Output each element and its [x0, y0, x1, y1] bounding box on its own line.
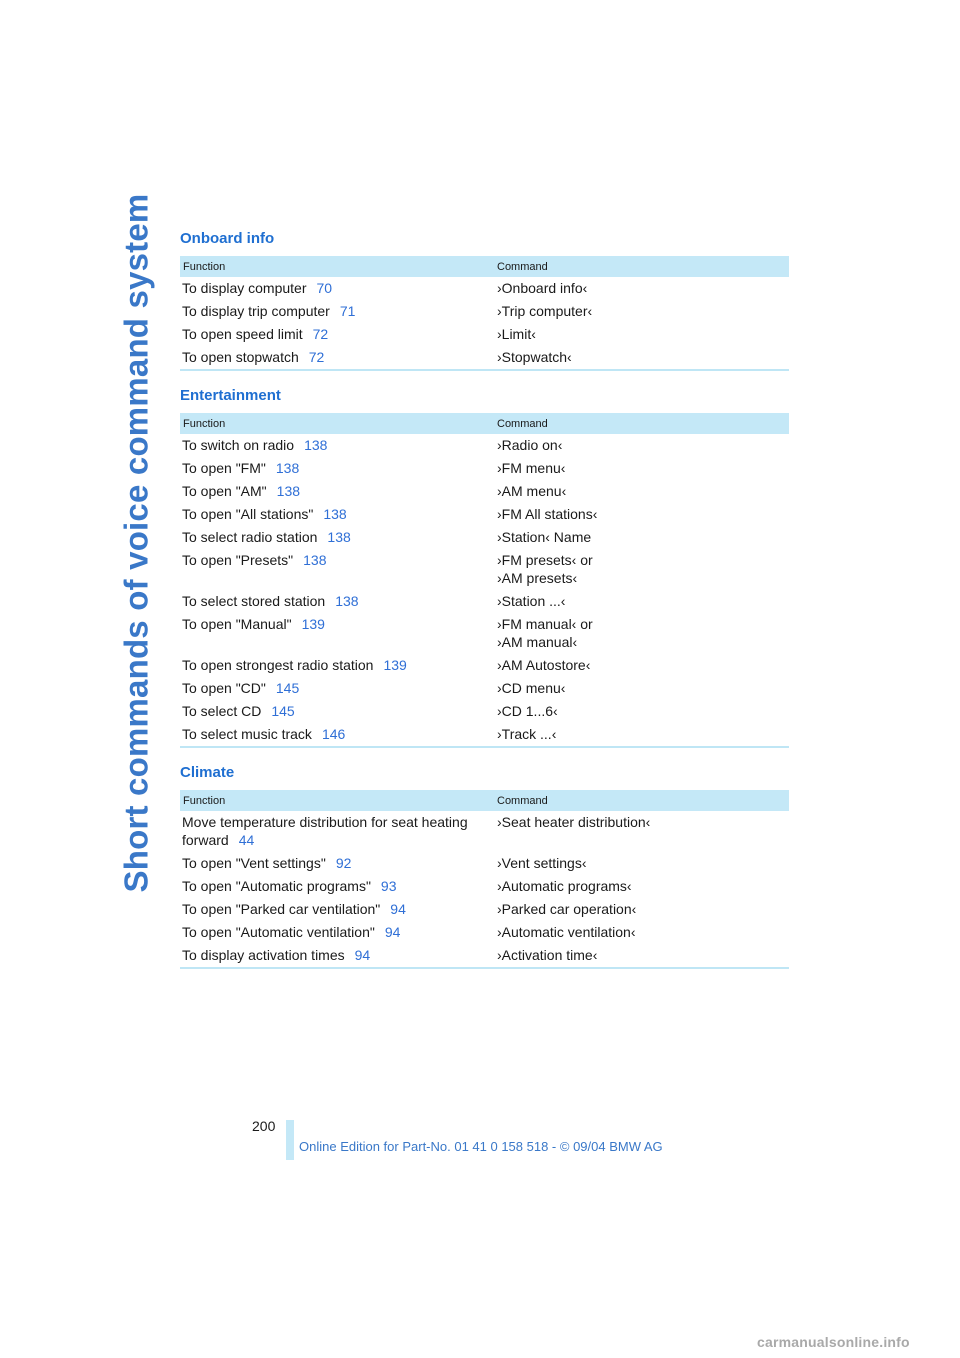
- table-row: [180, 346, 789, 369]
- table-row: [180, 480, 789, 503]
- table-row: [180, 875, 789, 898]
- command-cell: [497, 459, 789, 477]
- function-cell: [180, 877, 497, 895]
- page-reference-link[interactable]: 139: [301, 616, 325, 632]
- function-cell: [180, 923, 497, 941]
- page-reference-link[interactable]: 138: [304, 437, 328, 453]
- function-text: To open "FM": [182, 460, 266, 476]
- function-cell: [180, 459, 497, 477]
- command-cell: [497, 528, 789, 546]
- function-text: To open "Presets": [182, 552, 294, 568]
- command-cell: [497, 592, 789, 610]
- table-row: [180, 723, 789, 746]
- function-text: To open "Vent settings": [182, 855, 326, 871]
- page-reference-link[interactable]: 146: [321, 726, 346, 742]
- table-row: [180, 549, 789, 590]
- edition-note: Online Edition for Part-No. 01 41 0 158 518 - © 09/04 BMW AG: [299, 1139, 663, 1154]
- page-reference-link[interactable]: 44: [238, 832, 255, 848]
- function-text: To switch on radio: [182, 437, 295, 453]
- command-cell: [497, 854, 789, 872]
- function-cell: [180, 505, 497, 523]
- command-text: ›Trip computer‹: [497, 303, 593, 319]
- function-text-continued: forward: [182, 832, 229, 848]
- page-reference-link[interactable]: 138: [276, 483, 301, 499]
- page-reference-link[interactable]: 138: [275, 460, 300, 476]
- command-text: ›CD 1...6‹: [497, 703, 558, 719]
- page-reference-link[interactable]: 71: [339, 303, 356, 319]
- table-row: [180, 898, 789, 921]
- command-cell: [497, 946, 789, 964]
- page-reference-link[interactable]: 94: [354, 947, 371, 963]
- command-cell: [497, 436, 789, 454]
- function-cell: [180, 528, 497, 546]
- command-cell: [497, 505, 789, 523]
- command-text: ›Automatic programs‹: [497, 878, 632, 894]
- function-cell: [180, 436, 497, 454]
- command-tables: [180, 228, 789, 983]
- command-cell: [497, 325, 789, 343]
- function-text: To display trip computer: [182, 303, 330, 319]
- table-row: [180, 300, 789, 323]
- page-reference-link[interactable]: 138: [303, 552, 327, 568]
- command-cell: [497, 656, 789, 674]
- function-cell: [180, 900, 497, 918]
- table-row: [180, 700, 789, 723]
- table-row: [180, 654, 789, 677]
- command-text: ›Parked car operation‹: [497, 901, 637, 917]
- command-cell: [497, 348, 789, 366]
- table-row: [180, 526, 789, 549]
- command-cell: [497, 877, 789, 895]
- command-text: ›AM manual‹: [497, 634, 578, 650]
- table-row: [180, 944, 789, 967]
- header-function: Function: [183, 417, 226, 430]
- command-text: ›AM menu‹: [497, 483, 567, 499]
- function-text: To open "All stations": [182, 506, 314, 522]
- command-text: ›Automatic ventilation‹: [497, 924, 636, 940]
- table-row: [180, 590, 789, 613]
- page-reference-link[interactable]: 92: [335, 855, 352, 871]
- function-text: To select CD: [182, 703, 262, 719]
- function-text: To open "Automatic programs": [182, 878, 371, 894]
- command-cell: [497, 615, 789, 651]
- command-text: ›Activation time‹: [497, 947, 598, 963]
- command-cell: [497, 302, 789, 320]
- command-text: ›AM Autostore‹: [497, 657, 591, 673]
- function-cell: [180, 551, 497, 587]
- page-reference-link[interactable]: 93: [380, 878, 397, 894]
- function-cell: [180, 854, 497, 872]
- command-table: [180, 256, 789, 371]
- header-command: Command: [497, 794, 548, 807]
- command-text: ›Vent settings‹: [497, 855, 587, 871]
- table-row: [180, 613, 789, 654]
- page-reference-link[interactable]: 94: [384, 924, 401, 940]
- function-text: To open stopwatch: [182, 349, 299, 365]
- page-reference-link[interactable]: 72: [308, 349, 325, 365]
- side-section-title-text: Short commands of voice command system: [117, 193, 154, 892]
- function-text: Move temperature distribution for seat heating: [182, 814, 468, 830]
- header-function: Function: [183, 260, 226, 273]
- command-text: ›Station‹ Name: [497, 529, 592, 545]
- function-text: To select music track: [182, 726, 312, 742]
- command-table: [180, 413, 789, 748]
- command-text: ›Limit‹: [497, 326, 536, 342]
- page-reference-link[interactable]: 138: [323, 506, 347, 522]
- page-reference-link[interactable]: 139: [383, 657, 407, 673]
- page-reference-link[interactable]: 70: [316, 280, 333, 296]
- function-cell: [180, 725, 497, 743]
- table-row: [180, 457, 789, 480]
- table-header: [180, 413, 789, 434]
- table-row: [180, 503, 789, 526]
- table-row: [180, 277, 789, 300]
- command-cell: [497, 279, 789, 297]
- command-text: ›Onboard info‹: [497, 280, 588, 296]
- function-cell: [180, 279, 497, 297]
- command-text: ›FM presets‹ or: [497, 552, 593, 568]
- table-row: [180, 434, 789, 457]
- command-text: ›Stopwatch‹: [497, 349, 572, 365]
- function-cell: [180, 482, 497, 500]
- function-text: To select radio station: [182, 529, 318, 545]
- section-title: Onboard info: [180, 230, 275, 247]
- command-text: ›CD menu‹: [497, 680, 566, 696]
- function-text: To open speed limit: [182, 326, 303, 342]
- page-reference-link[interactable]: 72: [312, 326, 329, 342]
- function-text: To open strongest radio station: [182, 657, 374, 673]
- table-row: [180, 921, 789, 944]
- function-cell: [180, 615, 497, 651]
- command-cell: [497, 482, 789, 500]
- function-text: To open "AM": [182, 483, 267, 499]
- command-text: ›Station ...‹: [497, 593, 566, 609]
- table-row: [180, 811, 789, 852]
- function-text: To open "Manual": [182, 616, 292, 632]
- function-cell: [180, 325, 497, 343]
- page-reference-link[interactable]: 138: [327, 529, 351, 545]
- header-function: Function: [183, 794, 226, 807]
- function-text: To open "CD": [182, 680, 266, 696]
- command-text: ›AM presets‹: [497, 570, 578, 586]
- command-cell: [497, 900, 789, 918]
- watermark: carmanualsonline.info: [757, 1334, 910, 1350]
- function-cell: [180, 946, 497, 964]
- command-cell: [497, 679, 789, 697]
- function-cell: [180, 813, 497, 849]
- function-text: To select stored station: [182, 593, 326, 609]
- command-text: ›FM menu‹: [497, 460, 566, 476]
- command-cell: [497, 813, 789, 849]
- function-cell: [180, 702, 497, 720]
- function-cell: [180, 656, 497, 674]
- table-row: [180, 852, 789, 875]
- function-text: To open "Automatic ventilation": [182, 924, 375, 940]
- page-number: 200: [252, 1118, 276, 1134]
- table-row: [180, 323, 789, 346]
- command-cell: [497, 702, 789, 720]
- function-cell: [180, 302, 497, 320]
- side-section-title: [116, 193, 156, 892]
- header-command: Command: [497, 260, 548, 273]
- command-cell: [497, 923, 789, 941]
- command-text: ›Track ...‹: [497, 726, 557, 742]
- function-cell: [180, 348, 497, 366]
- command-cell: [497, 551, 789, 587]
- function-text: To display computer: [182, 280, 307, 296]
- command-table: [180, 790, 789, 969]
- section-title: Climate: [180, 764, 235, 781]
- function-cell: [180, 679, 497, 697]
- page-reference-link[interactable]: 145: [271, 703, 295, 719]
- header-command: Command: [497, 417, 548, 430]
- function-text: To display activation times: [182, 947, 345, 963]
- footer-accent-bar: [286, 1120, 294, 1160]
- page-reference-link[interactable]: 138: [335, 593, 359, 609]
- command-text: ›Radio on‹: [497, 437, 563, 453]
- function-text: To open "Parked car ventilation": [182, 901, 381, 917]
- table-header: [180, 790, 789, 811]
- command-text: ›Seat heater distribution‹: [497, 814, 651, 830]
- section-title: Entertainment: [180, 387, 281, 404]
- table-header: [180, 256, 789, 277]
- table-row: [180, 677, 789, 700]
- page-reference-link[interactable]: 145: [275, 680, 300, 696]
- command-text: ›FM manual‹ or: [497, 616, 593, 632]
- function-cell: [180, 592, 497, 610]
- command-cell: [497, 725, 789, 743]
- page-reference-link[interactable]: 94: [390, 901, 406, 917]
- command-text: ›FM All stations‹: [497, 506, 598, 522]
